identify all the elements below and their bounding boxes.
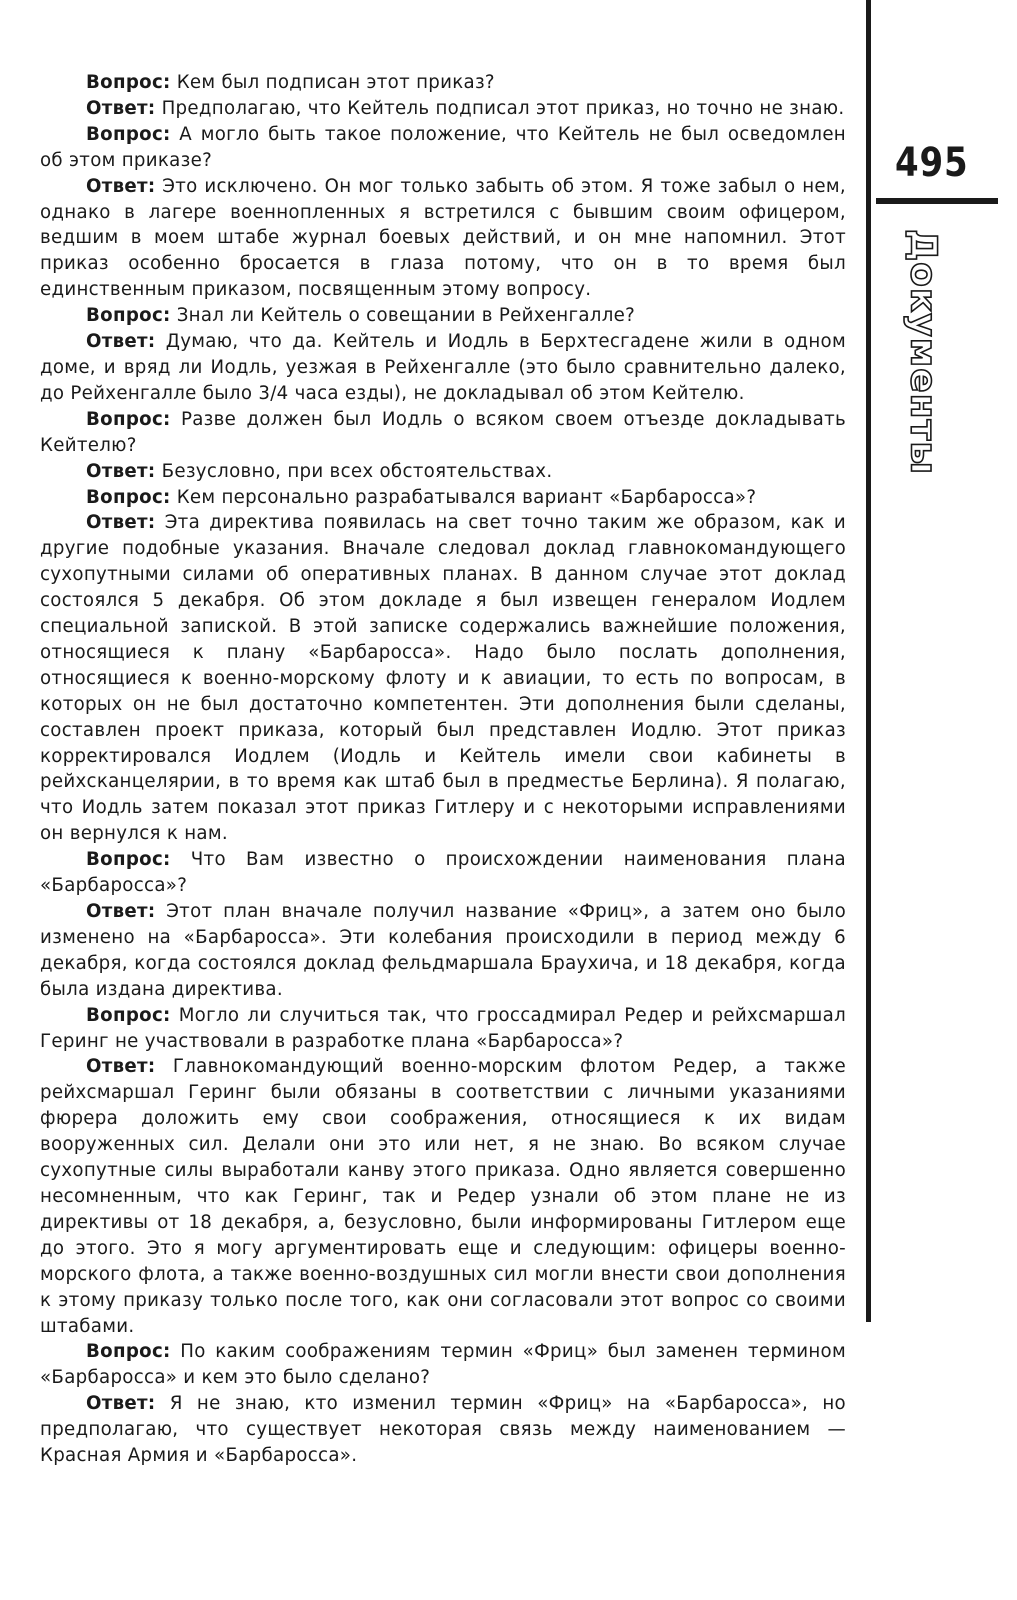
question-paragraph (40, 847, 846, 899)
section-label: Документы (902, 229, 944, 475)
speaker-label: Ответ: (86, 331, 156, 353)
paragraph-text: Это исключено. Он мог только забыть об этом. Я тоже забыл о нем, однако в лагере военнопленных я встретился с бывшим своим офицером, ведшим в моем штабе журнал боевых действий, и он мне напомнил. Этот приказ особенно бросается в глаза потому, что он в то время был единственным приказом, посвященным этому вопросу. (40, 175, 846, 301)
paragraph-text: Безусловно, при всех обстоятельствах. (161, 460, 553, 482)
paragraph-text: Я не знаю, кто изменил термин «Фриц» на «Барбаросса», но предполагаю, что существует некоторая связь между наименованием — Красная Армия и «Барбаросса». (40, 1393, 846, 1467)
speaker-label: Вопрос: (86, 1004, 171, 1026)
paragraph-text: Знал ли Кейтель о совещании в Рейхенгалле? (176, 305, 636, 327)
speaker-label: Вопрос: (86, 123, 171, 145)
question-paragraph (40, 1003, 846, 1055)
paragraph-text: Кем персонально разрабатывался вариант «Барбаросса»? (176, 486, 757, 508)
paragraph-text: Разве должен был Иодль о всяком своем отъезде докладывать Кейтелю? (40, 408, 846, 456)
paragraph-text: Главнокомандующий военно-морским флотом Редер, а также рейхсмаршал Геринг были обязаны в соответствии с личными указаниями фюрера доложить ему свои соображения, относящиеся к их видам вооруженных сил. Делали они это или нет, я не знаю. Во всяком случае сухопутные силы выработали канву этого приказа. Одно является совершенно несомненным, что как Геринг, так и Редер узнали об этом плане не из директивы от 18 декабря, а, безусловно, были информированы Гитлером еще до этого. Это я могу аргументировать еще и следующим: офицеры военно-морского флота, а также военно-воздушных сил могли внести свои дополнения к этому приказу только после того, как они согласовали этот вопрос со своими штабами. (40, 1056, 847, 1337)
paragraph-text: Могло ли случиться так, что гроссадмирал Редер и рейхсмаршал Геринг не участвовали в разработке плана «Барбаросса»? (40, 1004, 846, 1052)
question-paragraph (40, 485, 846, 511)
speaker-label: Ответ: (86, 175, 156, 197)
interrogation-text (40, 70, 846, 1469)
header-rule (876, 198, 998, 204)
answer-paragraph (40, 96, 846, 122)
paragraph-text: Думаю, что да. Кейтель и Иодль в Берхтесгадене жили в одном доме, и вряд ли Иодль, уезжая в Рейхенгалле (это было сравнительно далеко, до Рейхенгалле было 3/4 часа езды), не докладывал об этом Кейтелю. (40, 331, 846, 404)
paragraph-text: Эта директива появилась на свет точно таким же образом, как и другие подобные указания. Вначале следовал доклад главнокомандующего сухопутными силами об оперативных планах. В данном случае этот доклад состоялся 5 декабря. Об этом докладе я был извещен генералом Иодлем специальной запиской. В этой записке содержались важнейшие положения, относящиеся к плану «Барбаросса». Надо было послать дополнения, относящиеся к военно-морскому флоту и к авиации, то есть по вопросам, в которых он не был достаточно компетентен. Эти дополнения были сделаны, составлен проект приказа, который был представлен Иодлю. Этот приказ корректировался Иодлем (Иодль и Кейтель имели свои кабинеты в рейхсканцелярии, в то время как штаб был в предместье Берлина). Я полагаю, что Иодль затем показал этот приказ Гитлеру и с некоторыми исправлениями он вернулся к нам. (40, 512, 846, 845)
answer-paragraph (40, 459, 846, 485)
question-paragraph (40, 1339, 846, 1391)
speaker-label: Ответ: (86, 901, 156, 922)
paragraph-text: По каким соображениям термин «Фриц» был заменен термином «Барбаросса» и кем это было сделано? (40, 1341, 846, 1389)
speaker-label: Вопрос: (86, 849, 171, 871)
speaker-label: Ответ: (86, 1056, 156, 1078)
paragraph-text: А могло быть такое положение, что Кейтель не был осведомлен об этом приказе? (40, 123, 847, 171)
question-paragraph (40, 303, 846, 329)
question-paragraph (40, 122, 846, 174)
answer-paragraph (40, 899, 846, 1003)
answer-paragraph (40, 1054, 846, 1339)
paragraph-text: Этот план вначале получил название «Фриц», а затем оно было изменено на «Барбаросса». Эти колебания происходили в период между 6 декабря, когда состоялся доклад фельдмаршала Браухича, и 18 декабря, когда была издана директива. (40, 901, 846, 1000)
speaker-label: Ответ: (86, 512, 156, 534)
margin-rule (866, 0, 871, 1322)
speaker-label: Вопрос: (86, 305, 171, 327)
paragraph-text: Предполагаю, что Кейтель подписал этот приказ, но точно не знаю. (161, 97, 845, 119)
page-number: 495 (895, 140, 969, 186)
speaker-label: Вопрос: (86, 1341, 171, 1363)
speaker-label: Ответ: (86, 460, 156, 482)
speaker-label: Ответ: (86, 1393, 156, 1415)
answer-paragraph (40, 1391, 846, 1469)
paragraph-text: Кем был подписан этот приказ? (176, 72, 495, 93)
question-paragraph (40, 407, 846, 459)
paragraph-text: Что Вам известно о происхождении наименования плана «Барбаросса»? (40, 849, 846, 897)
answer-paragraph (40, 510, 846, 847)
speaker-label: Вопрос: (86, 408, 171, 430)
answer-paragraph (40, 174, 846, 304)
speaker-label: Вопрос: (86, 72, 171, 93)
section-label-container (903, 228, 943, 476)
speaker-label: Вопрос: (86, 486, 171, 508)
speaker-label: Ответ: (86, 97, 156, 119)
question-paragraph (40, 70, 846, 96)
answer-paragraph (40, 329, 846, 407)
